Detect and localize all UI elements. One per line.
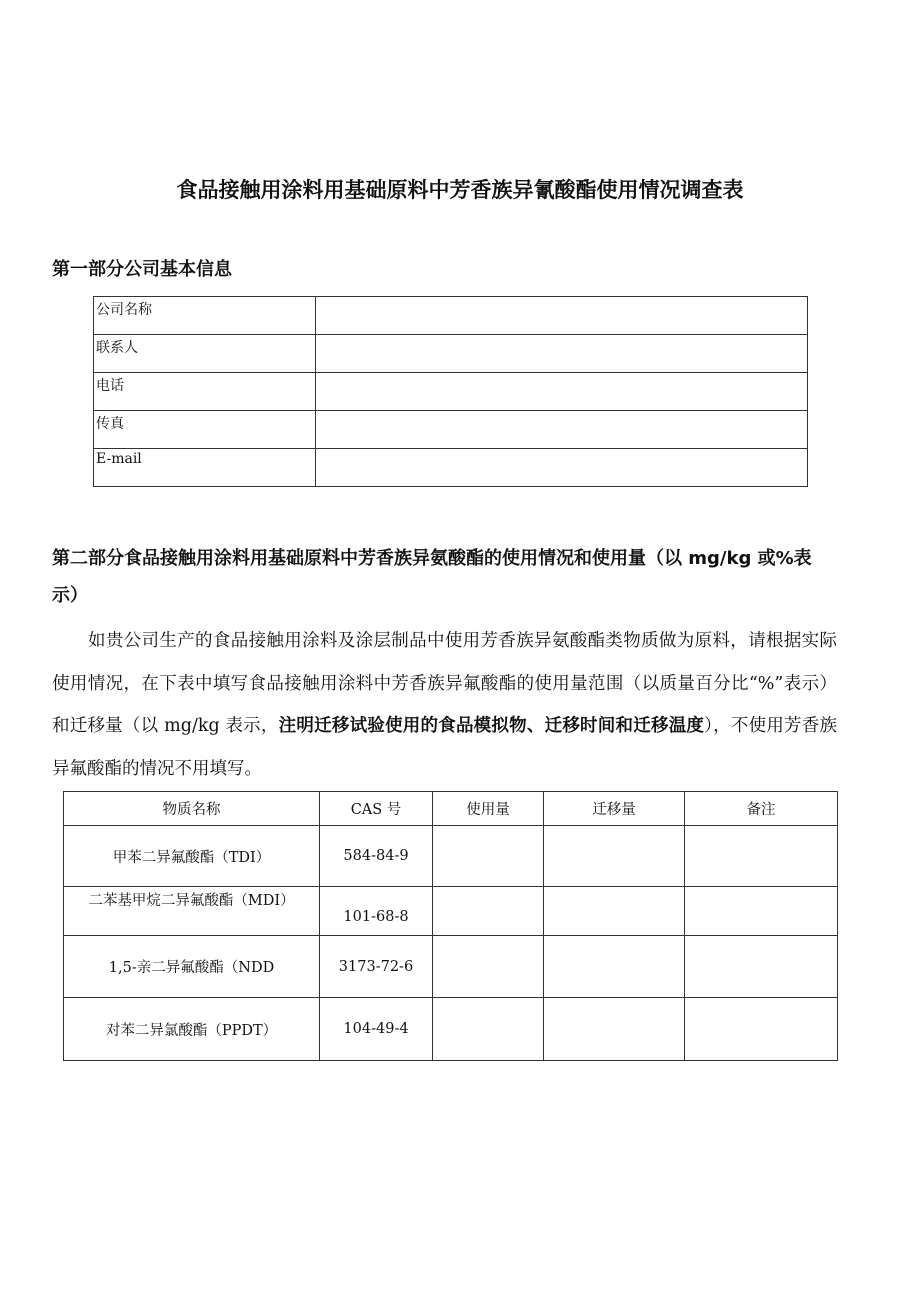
table-row (94, 335, 808, 373)
cas-number: 584-84-9 (320, 826, 433, 887)
isocyanate-usage-table (63, 791, 838, 1061)
table-row (94, 373, 808, 411)
table-row (94, 449, 808, 487)
note-cell[interactable] (685, 998, 838, 1061)
usage-cell[interactable] (433, 998, 544, 1061)
instructions-paragraph (52, 620, 837, 790)
contact-field[interactable] (316, 335, 808, 373)
note-cell[interactable] (685, 826, 838, 887)
header-cas: CAS 号 (320, 792, 433, 826)
migration-cell[interactable] (544, 826, 685, 887)
instructions-text: 如贵公司生产的食品接触用涂料及涂层制品中使用芳香族异氨酸酯类物质做为原料，请根据实际使用情况，在下表中填写食品接触用涂料中芳香族异氟酸酯的使用量范围（以质量百分比“%”表示）和迁移量（以 mg/kg 表示， (52, 631, 837, 736)
instructions-bold-text: 注明迁移试验使用的食品模拟物、迁移时间和迁移温度 (278, 716, 705, 736)
fax-field[interactable] (316, 411, 808, 449)
field-label: E-mail (94, 449, 316, 487)
table-row (94, 297, 808, 335)
header-usage: 使用量 (433, 792, 544, 826)
instructions-text-end: ），不使用芳香族异氟酸酯的情况不用填写。 (52, 716, 838, 779)
field-label: 联系人 (94, 335, 316, 373)
migration-cell[interactable] (544, 998, 685, 1061)
header-substance-name: 物质名称 (64, 792, 320, 826)
document-title: 食品接触用涂料用基础原料中芳香族异氰酸酯使用情况调查表 (176, 178, 744, 202)
usage-cell[interactable] (433, 826, 544, 887)
substance-name: 甲苯二异氟酸酯（TDI） (64, 826, 320, 887)
field-label: 传真 (94, 411, 316, 449)
cas-number: 101-68-8 (320, 887, 433, 936)
field-label: 电话 (94, 373, 316, 411)
migration-cell[interactable] (544, 936, 685, 998)
part2-heading: 第二部分食品接触用涂料用基础原料中芳香族异氨酸酯的使用情况和使用量（以 mg/kg 或%表示） (52, 548, 812, 606)
table-row (64, 936, 838, 998)
migration-cell[interactable] (544, 887, 685, 936)
substance-name: 1,5-亲二异氟酸酯（NDD (64, 936, 320, 998)
usage-cell[interactable] (433, 887, 544, 936)
company-info-table (93, 296, 808, 487)
company-name-field[interactable] (316, 297, 808, 335)
table-row (64, 998, 838, 1061)
table-row (64, 826, 838, 887)
email-field[interactable] (316, 449, 808, 487)
cas-number: 104-49-4 (320, 998, 433, 1061)
table-row (64, 887, 838, 936)
header-migration: 迁移量 (544, 792, 685, 826)
phone-field[interactable] (316, 373, 808, 411)
header-note: 备注 (685, 792, 838, 826)
substance-name: 二苯基甲烷二异氟酸酯（MDI） (64, 887, 320, 936)
field-label: 公司名称 (94, 297, 316, 335)
note-cell[interactable] (685, 936, 838, 998)
table-header-row (64, 792, 838, 826)
usage-cell[interactable] (433, 936, 544, 998)
part1-heading: 第一部分公司基本信息 (52, 259, 232, 280)
cas-number: 3173-72-6 (320, 936, 433, 998)
note-cell[interactable] (685, 887, 838, 936)
table-row (94, 411, 808, 449)
substance-name: 对苯二异氯酸酯（PPDT） (64, 998, 320, 1061)
